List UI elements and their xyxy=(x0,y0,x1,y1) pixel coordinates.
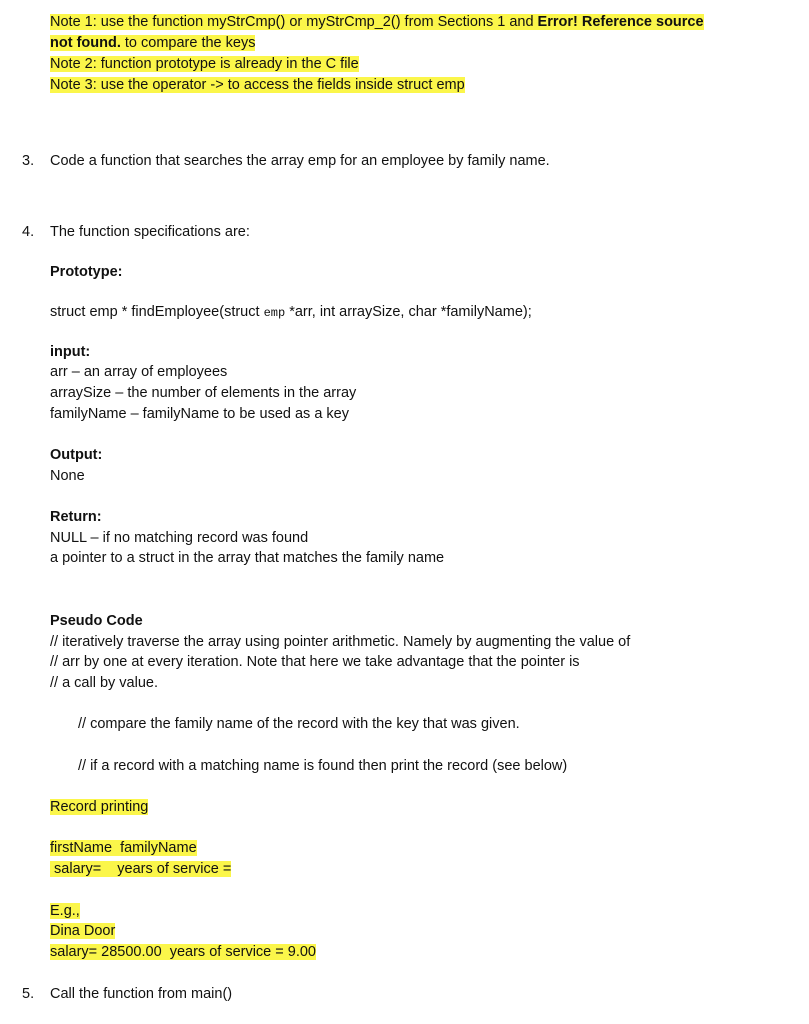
note-2-text: Note 2: function prototype is already in the C file xyxy=(50,56,359,72)
step-3-number: 3. xyxy=(22,153,35,169)
note-1-text-cont: to compare the keys xyxy=(120,35,256,51)
input-line: familyName – familyName to be used as a key xyxy=(50,406,349,422)
prototype-part-1: struct emp * findEmployee(struct xyxy=(50,304,264,320)
step-3-text: Code a function that searches the array emp for an employee by family name. xyxy=(50,153,550,169)
pseudo-code-line: // iteratively traverse the array using pointer arithmetic. Namely by augmenting the value of xyxy=(50,634,631,650)
input-heading: input: xyxy=(50,344,91,360)
pseudo-code-compare: // compare the family name of the record with the key that was given. xyxy=(78,716,520,732)
return-line: a pointer to a struct in the array that matches the family name xyxy=(50,550,445,566)
prototype-type-emp: emp xyxy=(263,306,286,320)
note-3-text: Note 3: use the operator -> to access the fields inside struct emp xyxy=(50,77,465,93)
example-label: E.g., xyxy=(50,903,80,919)
step-4-text: The function specifications are: xyxy=(50,224,250,240)
prototype-signature xyxy=(50,302,532,323)
record-format-1: firstName familyName xyxy=(50,840,197,856)
record-format-2: salary= years of service = xyxy=(50,861,232,877)
note-1-line-2 xyxy=(50,33,255,53)
pseudo-code-line: // arr by one at every iteration. Note that here we take advantage that the pointer is xyxy=(50,654,580,670)
pseudo-code-print: // if a record with a matching name is found then print the record (see below) xyxy=(78,758,568,774)
prototype-part-2: *arr, int arraySize, char *familyName); xyxy=(285,304,532,320)
example-name: Dina Door xyxy=(50,923,116,939)
example-name-line xyxy=(50,921,115,941)
record-printing-text: Record printing xyxy=(50,799,149,815)
note-2 xyxy=(50,54,359,74)
note-3 xyxy=(50,75,465,95)
example-label-line xyxy=(50,901,80,921)
pseudo-code-heading: Pseudo Code xyxy=(50,613,143,629)
record-format-line-1 xyxy=(50,838,197,858)
example-values-line xyxy=(50,942,316,962)
step-4-number: 4. xyxy=(22,224,35,240)
note-1-error-reference: Error! Reference source xyxy=(537,14,704,30)
return-heading: Return: xyxy=(50,509,102,525)
input-line: arr – an array of employees xyxy=(50,364,228,380)
prototype-heading: Prototype: xyxy=(50,264,123,280)
return-line: NULL – if no matching record was found xyxy=(50,530,309,546)
step-5-number: 5. xyxy=(22,986,35,1002)
record-printing-heading xyxy=(50,797,148,817)
pseudo-code-line: // a call by value. xyxy=(50,675,158,691)
output-heading: Output: xyxy=(50,447,103,463)
input-line: arraySize – the number of elements in the array xyxy=(50,385,357,401)
step-5-text: Call the function from main() xyxy=(50,986,233,1002)
note-1-text: Note 1: use the function myStrCmp() or myStrCmp_2() from Sections 1 and xyxy=(50,14,538,30)
note-1-error-reference-cont: not found. xyxy=(50,35,121,51)
record-format-line-2 xyxy=(50,859,231,879)
example-values: salary= 28500.00 years of service = 9.00 xyxy=(50,944,316,960)
output-value: None xyxy=(50,468,85,484)
note-1-line-1 xyxy=(50,12,704,32)
